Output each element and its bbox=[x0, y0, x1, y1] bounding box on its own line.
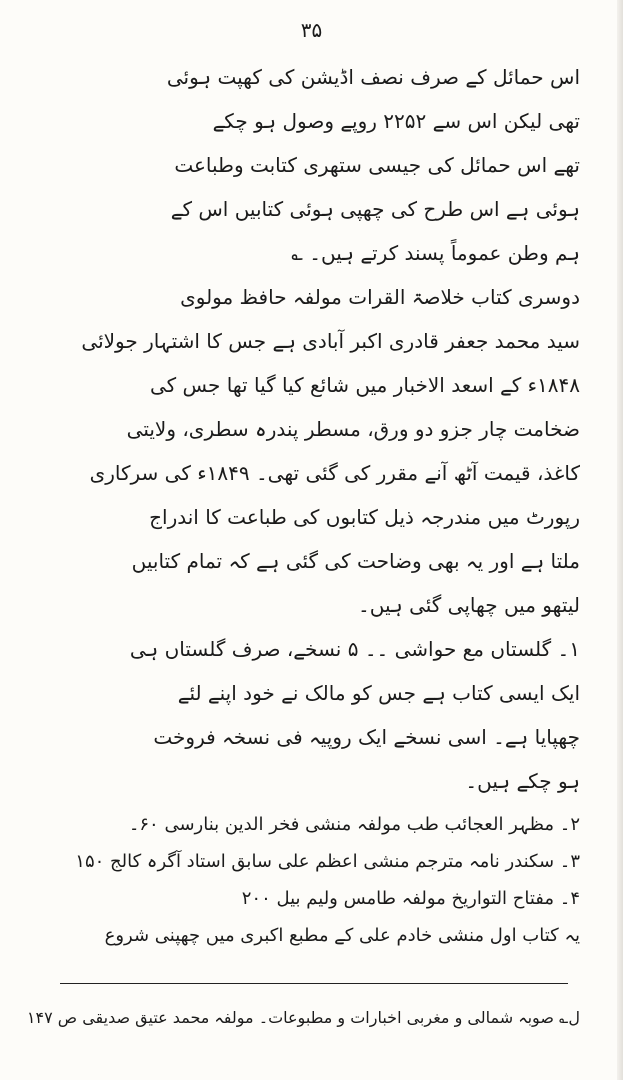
footnote: ل؎ صوبہ شمالی و مغربی اخبارات و مطبوعات۔ مولفہ محمد عتیق صدیقی ص ۱۴۷ bbox=[26, 1008, 580, 1027]
list-item: یہ کتاب اول منشی خادم علی کے مطبع اکبری میں چھپنی شروع bbox=[104, 925, 580, 946]
text-line: ایک ایسی کتاب ہے جس کو مالک نے خود اپنے لئے bbox=[177, 681, 580, 705]
text-line: کاغذ، قیمت آٹھ آنے مقرر کی گئی تھی۔ ۱۸۴۹ء کی سرکاری bbox=[89, 461, 580, 485]
text-line: ۱۔ گلستاں مع حواشی ۔۔ ۵ نسخے، صرف گلستاں ہی bbox=[129, 637, 580, 661]
text-line: تھی لیکن اس سے ۲۲۵۲ روپے وصول ہو چکے bbox=[212, 109, 580, 133]
text-line: ضخامت چار جزو دو ورق، مسطر پندرہ سطری، ولایتی bbox=[126, 417, 580, 441]
text-line: لیتھو میں چھاپی گئی ہیں۔ bbox=[358, 593, 580, 617]
text-line: ہو چکے ہیں۔ bbox=[465, 769, 580, 793]
text-line: رپورٹ میں مندرجہ ذیل کتابوں کی طباعت کا اندراج bbox=[149, 505, 580, 529]
text-line: ۱۸۴۸ء کے اسعد الاخبار میں شائع کیا گیا تھا جس کی bbox=[149, 373, 580, 397]
text-line: ہوئی ہے اس طرح کی چھپی ہوئی کتابیں اس کے bbox=[170, 197, 580, 221]
list-item: ۲۔ مظہر العجائب طب مولفہ منشی فخر الدین بنارسی ۶۰۔ bbox=[128, 814, 580, 835]
list-item: ۳۔ سکندر نامہ مترجم منشی اعظم علی سابق استاد آگرہ کالج ۱۵۰ bbox=[75, 851, 580, 872]
page-number: ۳۵ bbox=[300, 18, 323, 42]
body-text bbox=[40, 62, 580, 958]
text-line: تھے اس حمائل کی جیسی ستھری کتابت وطباعت bbox=[174, 153, 580, 177]
text-line: دوسری کتاب خلاصۃ القرات مولفہ حافظ مولوی bbox=[180, 285, 580, 309]
text-line: ہم وطن عموماً پسند کرتے ہیں۔ ؎ bbox=[291, 241, 580, 265]
text-line: اس حمائل کے صرف نصف اڈیشن کی کھپت ہوئی bbox=[166, 65, 580, 89]
list-item: ۴۔ مفتاح التواریخ مولفہ طامس ولیم بیل ۲۰۰ bbox=[241, 888, 580, 909]
footnote-divider bbox=[60, 983, 568, 984]
text-line: سید محمد جعفر قادری اکبر آبادی ہے جس کا اشتہار جولائی bbox=[81, 329, 580, 353]
text-line: ملتا ہے اور یہ بھی وضاحت کی گئی ہے کہ تمام کتابیں bbox=[131, 549, 580, 573]
text-line: چھپایا ہے۔ اسی نسخے ایک روپیہ فی نسخہ فروخت bbox=[153, 725, 580, 749]
page-edge-shadow bbox=[617, 0, 623, 1080]
